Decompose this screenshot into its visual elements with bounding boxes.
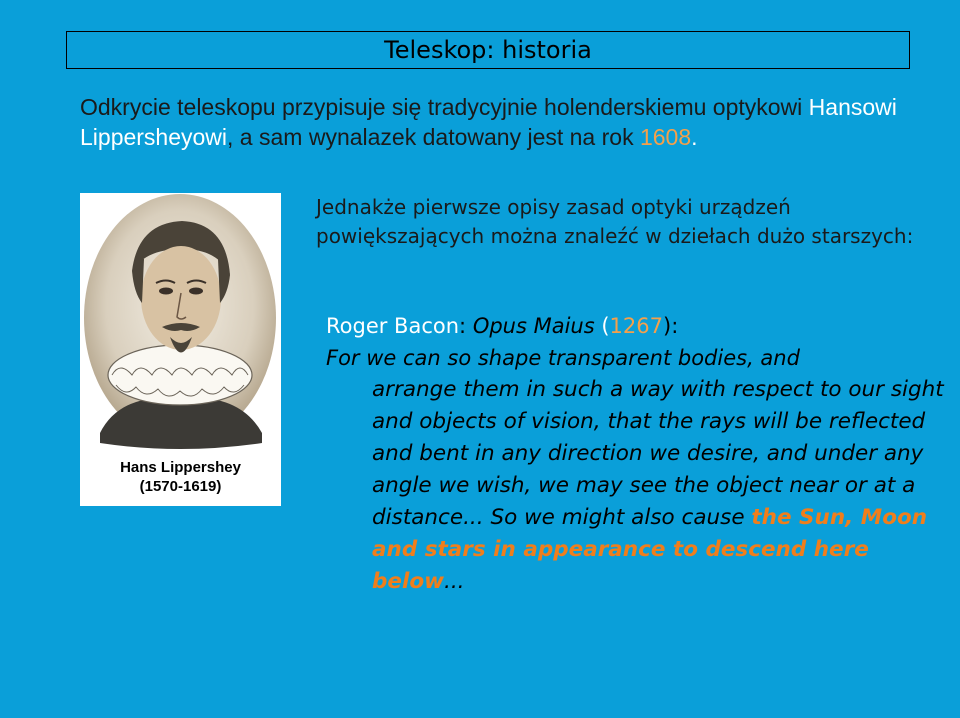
bacon-year: 1267 xyxy=(609,314,663,338)
bacon-close-paren: ): xyxy=(663,314,679,338)
caption-dates: (1570-1619) xyxy=(139,478,222,495)
slide-title xyxy=(66,31,910,69)
quote-ellipsis: ... xyxy=(443,569,465,594)
intro-text-2: , a sam wynalazek datowany jest na rok xyxy=(227,124,640,150)
caption-name: Hans Lippershey xyxy=(120,459,241,476)
intro-text-1: Odkrycie teleskopu przypisuje się tradycyjnie holenderskiemu optykowi xyxy=(80,94,809,120)
optics-paragraph: Jednakże pierwsze opisy zasad optyki urządzeń powiększających można znaleźć w dziełach dużo starszych: xyxy=(316,195,914,248)
intro-period: . xyxy=(691,124,698,150)
quote-highlight: the Sun, Moon and stars in appearance to descend here below xyxy=(372,505,928,594)
inventor-name: Hansowi Lippersheyowi xyxy=(80,94,897,150)
slide-title-text: Teleskop: historia xyxy=(384,36,592,64)
bacon-open-paren: ( xyxy=(594,314,610,338)
invention-year: 1608 xyxy=(639,124,692,150)
bacon-reference xyxy=(326,311,946,342)
quote-first-line: For we can so shape transparent bodies, and xyxy=(326,346,800,370)
lippershey-portrait xyxy=(80,193,281,506)
quote-text: arrange them in such a way with respect to our sight and objects of vision, that the rays will be reflected and bent in any direction we desire, and under any angle we wish, we may see the object near or at a distance... So we might also cause xyxy=(372,377,944,530)
portrait-caption xyxy=(80,458,281,496)
bacon-author: Roger Bacon xyxy=(326,314,460,338)
bacon-colon: : xyxy=(459,314,473,338)
bacon-work: Opus Maius xyxy=(472,314,595,338)
quote-body xyxy=(372,374,952,598)
intro-paragraph xyxy=(80,92,940,152)
